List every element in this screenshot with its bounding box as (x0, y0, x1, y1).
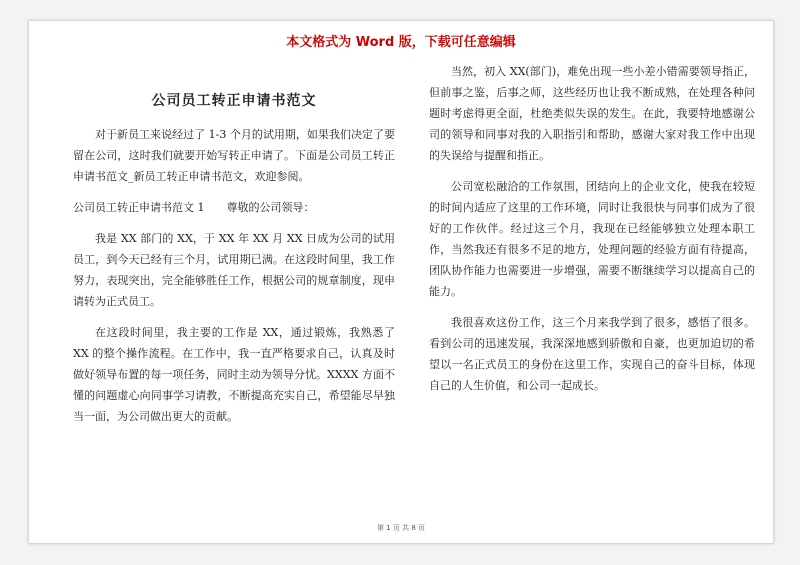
right-column (429, 61, 755, 406)
page-footer: 第 1 页 共 8 页 (376, 524, 426, 532)
paragraph: 我很喜欢这份工作，这三个月来我学到了很多，感悟了很多。看到公司的迅速发展，我深深地感到骄傲和自豪，也更加迫切的希望以一名正式员工的身份在这里工作，实现自己的奋斗目标，体现自己的人生价值，和公司一起成长。 (429, 316, 755, 392)
paragraph: 我是 XX 部门的 XX，于 XX 年 XX 月 XX 日成为公司的试用员工，到今天已经有三个月，试用期已满。在这段时间里，我工作努力，表现突出，完全能够胜任工作，根据公司的规章制度，现申请转为正式员工。 (73, 232, 395, 308)
section-heading: 公司员工转正申请书范文 1 尊敬的公司领导： (73, 201, 315, 214)
paragraph: 公司宽松融洽的工作氛围，团结向上的企业文化，使我在较短的时间内适应了这里的工作环境，同时让我很快与同事们成为了很好的工作伙伴。经过这三个月，我现在已经能够独立处理本职工作，当然我还有很多不足的地方，处理问题的经验方面有待提高，团队协作能力也需要进一步增强，需要不断继续学习以提高自己的能力。 (429, 180, 755, 298)
left-column (73, 61, 395, 437)
paragraph: 当然，初入 XX(部门)，难免出现一些小差小错需要领导指正，但前事之鉴，后事之师，这些经历也让我不断成熟，在处理各种问题时考虑得更全面，杜绝类似失误的发生。在此，我要特地感谢公司的领导和同事对我的入职指引和帮助，感谢大家对我工作中出现的失误给与提醒和指正。 (429, 65, 755, 162)
paragraph: 对于新员工来说经过了 1-3 个月的试用期，如果我们决定了要留在公司，这时我们就要开始写转正申请了。下面是公司员工转正申请书范文_新员工转正申请书范文，欢迎参阅。 (73, 128, 395, 183)
word-format-banner: 本文格式为 Word 版，下载可任意编辑 (286, 35, 516, 50)
document-page (28, 20, 774, 544)
document-title: 公司员工转正申请书范文 (151, 93, 317, 109)
paragraph: 在这段时间里，我主要的工作是 XX，通过锻炼，我熟悉了 XX 的整个操作流程。在工作中，我一直严格要求自己，认真及时做好领导布置的每一项任务，同时主动为领导分忧。XXXX 方面不懂的问题虚心向同事学习请教，不断提高充实自己，希望能尽早独当一面，为公司做出更大的贡献。 (73, 326, 395, 423)
